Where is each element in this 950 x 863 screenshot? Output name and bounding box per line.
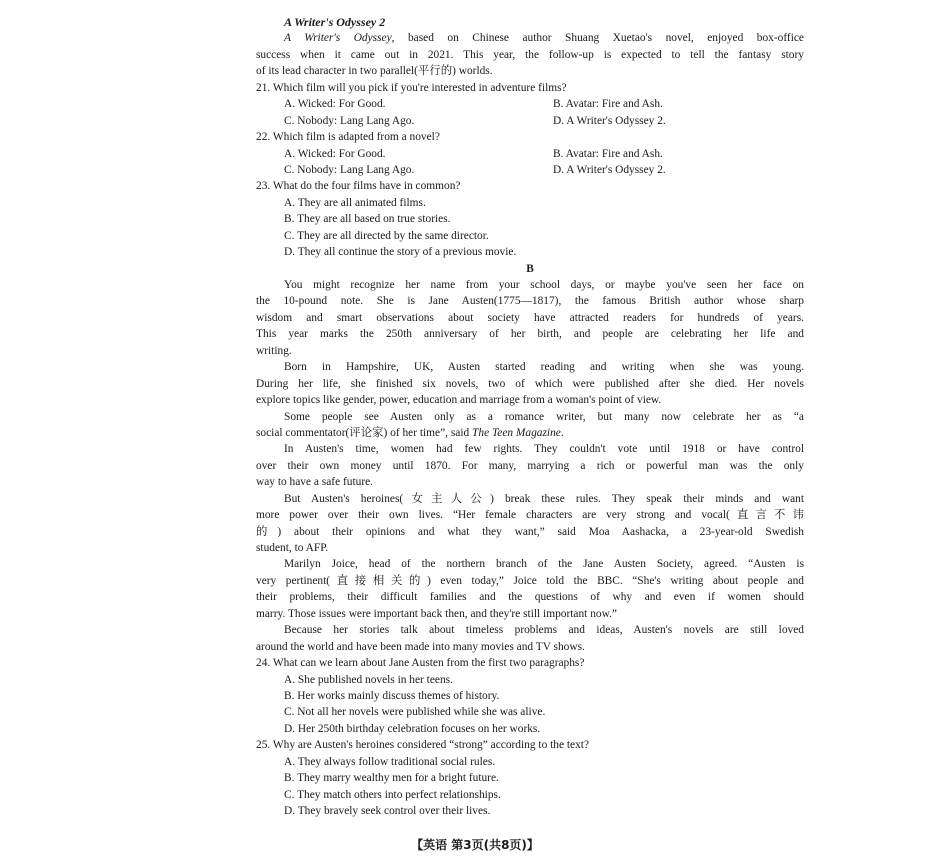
passage-line: In Austen's time, women had few rights. They couldn't vote until 1918 or have control xyxy=(284,443,804,456)
question-stem: 21. Which film will you pick if you're interested in adventure films? xyxy=(256,81,567,94)
option-d: D. They all continue the story of a previous movie. xyxy=(284,246,517,259)
option-a: A. Wicked: For Good. xyxy=(284,147,386,160)
passage-line: wisdom and smart observations about society have attracted readers for hundreds of years. xyxy=(256,311,804,324)
magazine-title: The Teen Magazine xyxy=(472,426,561,439)
passage-line: very pertinent(直接相关的) even today,” Joice told the BBC. “She's writing about people and xyxy=(256,574,804,587)
passage-line: But Austen's heroines(女主人公) break these rules. They speak their minds and want xyxy=(284,492,804,505)
option-a: A. They always follow traditional social rules. xyxy=(284,755,496,768)
option-a: A. She published novels in her teens. xyxy=(284,673,453,686)
option-d: D. A Writer's Odyssey 2. xyxy=(553,114,666,127)
passage-line: During her life, she finished six novels, two of which were published after she died. Her novels xyxy=(256,377,804,390)
option-row xyxy=(256,113,804,129)
option-c: C. They match others into perfect relationships. xyxy=(284,788,501,801)
passage-line: This year marks the 250th anniversary of her birth, and people are celebrating her life and xyxy=(256,328,804,341)
passage-line: the 10-pound note. She is Jane Austen(1775—1817), the famous British author whose sharp xyxy=(256,295,804,308)
passage-line: writing. xyxy=(256,344,292,357)
para-text: , based on Chinese author Shuang Xuetao's novel, enjoyed box-office xyxy=(391,32,804,45)
option-b: B. Her works mainly discuss themes of history. xyxy=(284,689,500,702)
question-stem: 22. Which film is adapted from a novel? xyxy=(256,131,440,144)
option-a: A. They are all animated films. xyxy=(284,196,426,209)
passage-line: more power over their own lives. “Her female characters are very strong and vocal(直言不讳 xyxy=(256,509,804,522)
passage-line: explore topics like gender, power, education and marriage from a woman's point of view. xyxy=(256,394,662,407)
passage-text: social commentator(评论家) of her time”, said xyxy=(256,426,473,439)
option-a: A. Wicked: For Good. xyxy=(284,98,386,111)
question-stem: 23. What do the four films have in common? xyxy=(256,180,461,193)
option-b: B. Avatar: Fire and Ash. xyxy=(553,147,663,160)
passage-line: You might recognize her name from your school days, or maybe you've seen her face on xyxy=(284,279,804,291)
option-row xyxy=(256,146,804,162)
film-title: A Writer's Odyssey xyxy=(284,32,392,45)
option-c: C. Not all her novels were published while she was alive. xyxy=(284,706,546,719)
option-b: B. They marry wealthy men for a bright future. xyxy=(284,772,499,785)
exam-page xyxy=(256,14,804,819)
option-c: C. Nobody: Lang Lang Ago. xyxy=(284,114,415,127)
option-c: C. They are all directed by the same director. xyxy=(284,229,489,242)
passage-line xyxy=(256,425,804,441)
passage-line: 的) about their opinions and what they want,” said Moa Aashacka, a 23-year-old Swedish xyxy=(256,525,804,538)
section-a-title: A Writer's Odyssey 2 xyxy=(284,15,386,29)
passage-line: Born in Hampshire, UK, Austen started reading and writing when she was young. xyxy=(284,361,804,374)
passage-line: over their own money until 1870. For many, marrying a rich or powerful man was the only xyxy=(256,459,804,472)
option-d: D. Her 250th birthday celebration focuses on her works. xyxy=(284,722,541,735)
passage-line: student, to AFP. xyxy=(256,542,329,554)
passage-line: Because her stories talk about timeless problems and ideas, Austen's novels are still loved xyxy=(284,624,804,637)
section-a-para-line: success when it came out in 2021. This year, the follow-up is expected to tell the fantasy story xyxy=(256,48,804,61)
passage-line: marry. Those issues were important back then, and they're still important now.” xyxy=(256,607,617,620)
option-row xyxy=(256,96,804,112)
section-a-para-line xyxy=(256,30,804,46)
option-c: C. Nobody: Lang Lang Ago. xyxy=(284,163,415,176)
option-d: D. They bravely seek control over their lives. xyxy=(284,805,491,817)
passage-text: . xyxy=(560,426,564,439)
section-a-para-line: of its lead character in two parallel(平行的) worlds. xyxy=(256,65,493,78)
passage-line: around the world and have been made into many movies and TV shows. xyxy=(256,640,585,653)
option-d: D. A Writer's Odyssey 2. xyxy=(553,163,666,176)
passage-line: Marilyn Joice, head of the northern branch of the Jane Austen Society, agreed. “Austen is xyxy=(284,558,804,571)
option-row xyxy=(256,162,804,178)
option-b: B. They are all based on true stories. xyxy=(284,213,451,226)
passage-line: Some people see Austen only as a romance writer, but many now celebrate her as “a xyxy=(284,410,804,423)
page-footer: 【英语 第3页(共8页)】 xyxy=(411,838,539,852)
question-stem: 25. Why are Austen's heroines considered “strong” according to the text? xyxy=(256,739,590,752)
passage-line: way to have a safe future. xyxy=(256,476,374,489)
option-b: B. Avatar: Fire and Ash. xyxy=(553,98,663,111)
section-b-heading: B xyxy=(526,262,534,275)
question-stem: 24. What can we learn about Jane Austen from the first two paragraphs? xyxy=(256,657,585,670)
passage-line: their problems, their difficult families and the questions of why and even if women should xyxy=(256,591,804,604)
